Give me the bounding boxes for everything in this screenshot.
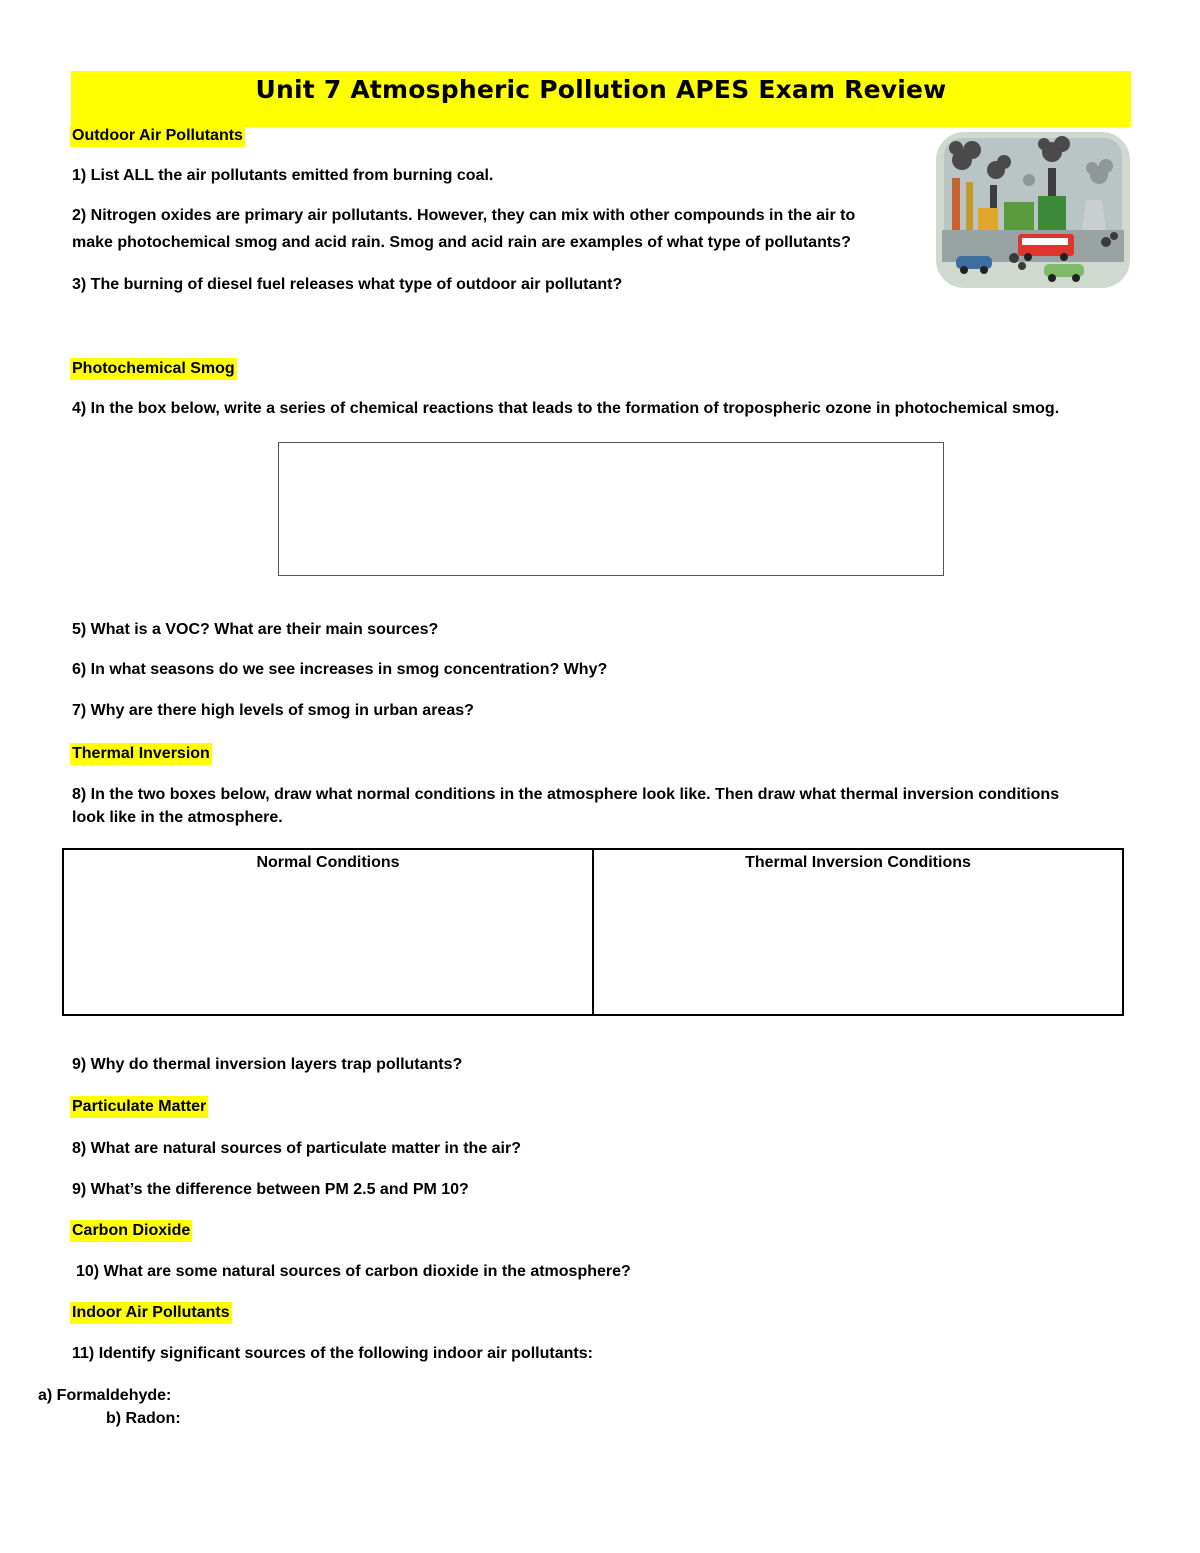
question-6: 6) In what seasons do we see increases in smog concentration? Why? [72, 661, 608, 678]
normal-conditions-cell [64, 850, 592, 1014]
item-a-formaldehyde: a) Formaldehyde: [38, 1387, 172, 1404]
question-7: 7) Why are there high levels of smog in urban areas? [72, 702, 474, 719]
thermal-inversion-conditions-cell [592, 850, 1122, 1014]
question-1: 1) List ALL the air pollutants emitted from burning coal. [72, 167, 494, 184]
section-particulate-matter: Particulate Matter [70, 1096, 208, 1118]
normal-conditions-header: Normal Conditions [256, 854, 400, 871]
question-5: 5) What is a VOC? What are their main sources? [72, 621, 439, 638]
question-2-line-1: 2) Nitrogen oxides are primary air pollutants. However, they can mix with other compounds in the air to [72, 207, 856, 224]
section-carbon-dioxide: Carbon Dioxide [70, 1220, 192, 1242]
question-8-line-2: look like in the atmosphere. [72, 809, 283, 826]
question-8b: 8) What are natural sources of particulate matter in the air? [72, 1140, 521, 1157]
question-2-line-2: make photochemical smog and acid rain. Smog and acid rain are examples of what type of pollutants? [72, 234, 851, 251]
thermal-inversion-conditions-header: Thermal Inversion Conditions [745, 854, 971, 871]
question-4: 4) In the box below, write a series of chemical reactions that leads to the formation of tropospheric ozone in photochemical smog. [72, 400, 1060, 417]
question-9b: 9) What’s the difference between PM 2.5 and PM 10? [72, 1181, 469, 1198]
section-photochemical-smog: Photochemical Smog [70, 358, 237, 380]
section-thermal-inversion: Thermal Inversion [70, 743, 212, 765]
item-b-radon: b) Radon: [106, 1410, 181, 1427]
section-outdoor-air-pollutants: Outdoor Air Pollutants [70, 125, 245, 147]
question-3: 3) The burning of diesel fuel releases what type of outdoor air pollutant? [72, 276, 623, 293]
conditions-table [62, 848, 1124, 1016]
question-9: 9) Why do thermal inversion layers trap pollutants? [72, 1056, 463, 1073]
factory-pollution-illustration [934, 130, 1132, 290]
question-8-line-1: 8) In the two boxes below, draw what normal conditions in the atmosphere look like. Then draw what thermal inversion conditions [72, 786, 1060, 803]
question-10: 10) What are some natural sources of carbon dioxide in the atmosphere? [76, 1263, 631, 1280]
page-title: Unit 7 Atmospheric Pollution APES Exam Review [255, 75, 947, 104]
section-indoor-air-pollutants: Indoor Air Pollutants [70, 1302, 232, 1324]
question-11: 11) Identify significant sources of the following indoor air pollutants: [72, 1345, 593, 1362]
answer-box-ozone-reactions [278, 442, 944, 576]
